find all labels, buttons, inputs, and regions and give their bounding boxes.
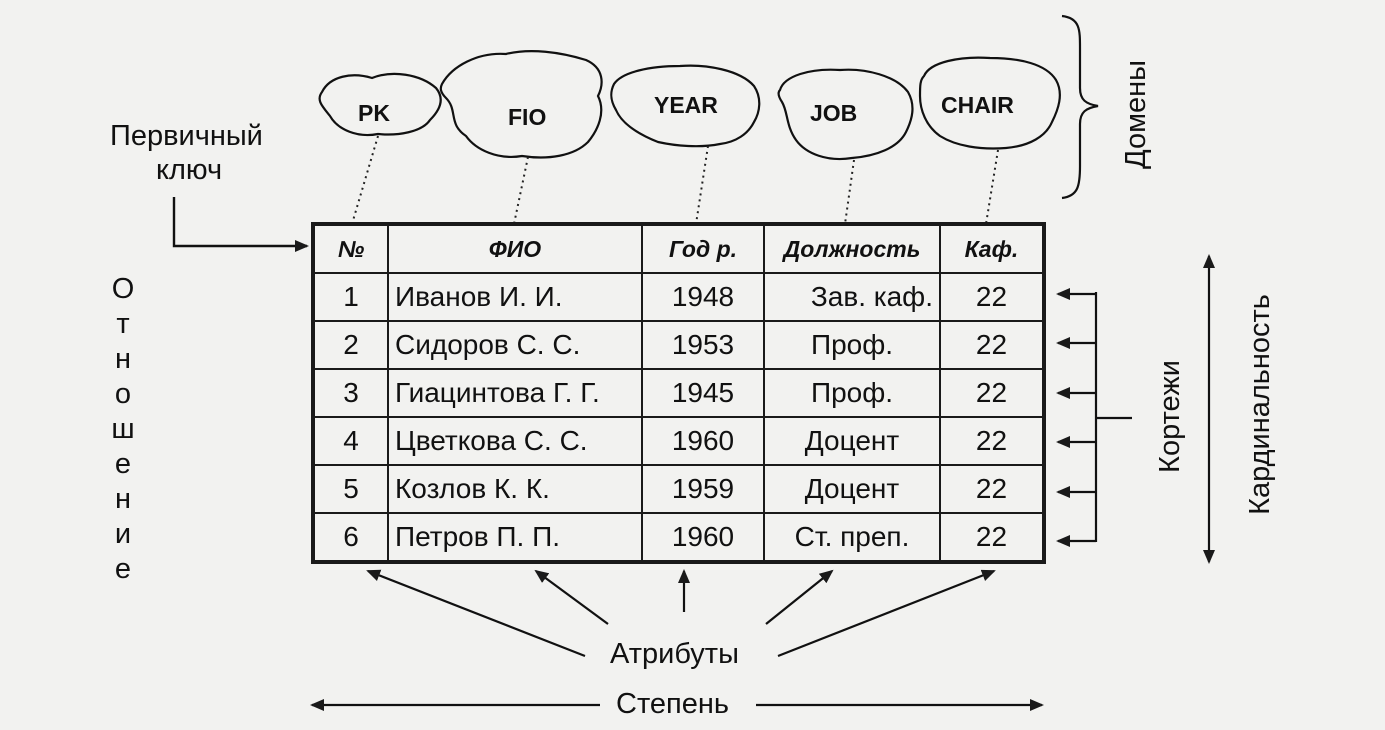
cell-number: 5 bbox=[313, 465, 388, 513]
cell-year: 1960 bbox=[642, 417, 764, 465]
relation-letter: о bbox=[114, 378, 132, 410]
cell-job: Проф. bbox=[764, 369, 940, 417]
cell-year: 1959 bbox=[642, 465, 764, 513]
cell-chair: 22 bbox=[940, 273, 1044, 321]
header-job: Должность bbox=[764, 224, 940, 273]
relation-letter: и bbox=[114, 518, 132, 550]
header-fio: ФИО bbox=[388, 224, 642, 273]
cell-fio: Цветкова С. С. bbox=[388, 417, 642, 465]
cell-job: Доцент bbox=[764, 417, 940, 465]
domains-brace bbox=[1062, 16, 1098, 198]
domain-pk-label: PK bbox=[358, 100, 390, 126]
domains-label: Домены bbox=[1120, 59, 1153, 170]
degree-label: Степень bbox=[616, 688, 729, 720]
table-row bbox=[313, 321, 1044, 369]
table-header-row bbox=[313, 224, 1044, 273]
primary-key-label-line2: ключ bbox=[156, 154, 223, 186]
cell-fio: Иванов И. И. bbox=[388, 273, 642, 321]
cell-year: 1953 bbox=[642, 321, 764, 369]
domain-fio-label: FIO bbox=[508, 104, 547, 130]
relation-letter: О bbox=[111, 273, 135, 305]
attributes-label: Атрибуты bbox=[610, 638, 739, 670]
cell-year: 1960 bbox=[642, 513, 764, 562]
relation-letter: ш bbox=[111, 413, 135, 445]
table-row bbox=[313, 465, 1044, 513]
cell-number: 6 bbox=[313, 513, 388, 562]
table-row bbox=[313, 369, 1044, 417]
cell-job: Доцент bbox=[764, 465, 940, 513]
header-year: Год р. bbox=[642, 224, 764, 273]
cell-job: Ст. преп. bbox=[764, 513, 940, 562]
cell-fio: Сидоров С. С. bbox=[388, 321, 642, 369]
primary-key-arrow bbox=[174, 197, 307, 246]
header-number: № bbox=[313, 224, 388, 273]
cell-job: Проф. bbox=[764, 321, 940, 369]
domain-job-label: JOB bbox=[810, 100, 858, 126]
relation-label bbox=[108, 272, 138, 587]
relation-letter: н bbox=[114, 483, 131, 515]
table-row bbox=[313, 273, 1044, 321]
relation-letter: е bbox=[114, 448, 132, 480]
cell-year: 1948 bbox=[642, 273, 764, 321]
table-row bbox=[313, 513, 1044, 562]
domain-year-label: YEAR bbox=[654, 92, 718, 118]
cell-fio: Петров П. П. bbox=[388, 513, 642, 562]
cell-chair: 22 bbox=[940, 369, 1044, 417]
cell-job: Зав. каф. bbox=[764, 273, 940, 321]
cell-number: 1 bbox=[313, 273, 388, 321]
cell-chair: 22 bbox=[940, 417, 1044, 465]
relation-table bbox=[311, 222, 1046, 564]
cell-chair: 22 bbox=[940, 465, 1044, 513]
cell-chair: 22 bbox=[940, 321, 1044, 369]
primary-key-label-line1: Первичный bbox=[110, 120, 263, 152]
table-row bbox=[313, 417, 1044, 465]
relation-letter: н bbox=[114, 343, 131, 375]
cell-year: 1945 bbox=[642, 369, 764, 417]
relation-letter: т bbox=[116, 308, 130, 340]
domain-connectors bbox=[352, 136, 998, 224]
tuples-label: Кортежи bbox=[1153, 360, 1186, 473]
relation-letter: е bbox=[114, 553, 132, 585]
cardinality-label: Кардинальность bbox=[1243, 294, 1276, 515]
tuples-arrows bbox=[1058, 292, 1132, 542]
cell-fio: Козлов К. К. bbox=[388, 465, 642, 513]
cell-number: 3 bbox=[313, 369, 388, 417]
cell-chair: 22 bbox=[940, 513, 1044, 562]
domain-chair-label: CHAIR bbox=[941, 92, 1014, 118]
header-chair: Каф. bbox=[940, 224, 1044, 273]
cell-number: 2 bbox=[313, 321, 388, 369]
cell-fio: Гиацинтова Г. Г. bbox=[388, 369, 642, 417]
cell-number: 4 bbox=[313, 417, 388, 465]
